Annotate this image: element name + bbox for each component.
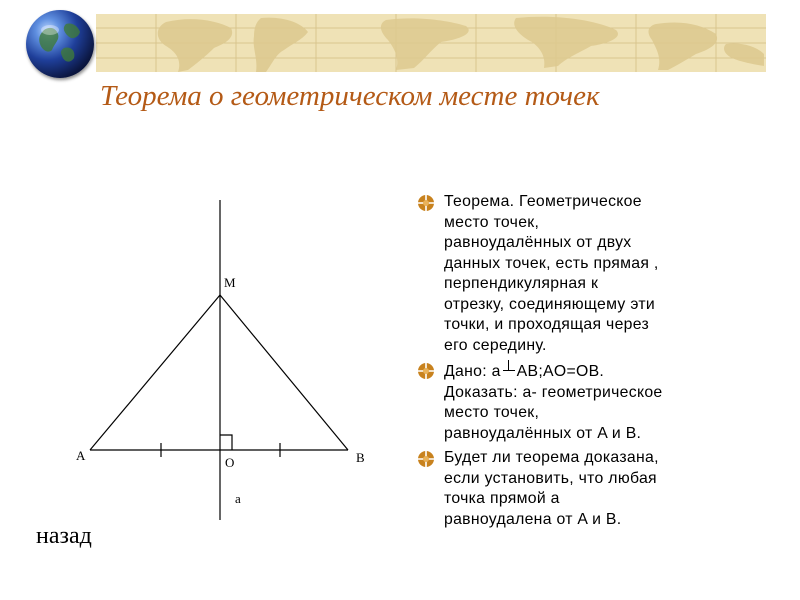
- perpendicular-symbol: [503, 360, 515, 372]
- geometry-figure: [70, 195, 390, 530]
- segment-MB: [220, 295, 348, 450]
- label-a: a: [235, 491, 241, 506]
- label-A: A: [76, 448, 86, 463]
- label-M: M: [224, 275, 236, 290]
- label-B: B: [356, 450, 365, 465]
- given-text-after: AB;AO=OB. Доказать: а- геометрическое место точек, равноудалённых от A и B.: [444, 363, 663, 442]
- theorem-bullets: [416, 192, 736, 534]
- bullet-text: Будет ли теорема доказана, если установить, что любая точка прямой а равноудалена от A и B.: [444, 449, 659, 528]
- bullet-sun-icon: [416, 193, 436, 213]
- back-link[interactable]: назад: [36, 523, 92, 549]
- bullet-sun-icon: [416, 361, 436, 381]
- list-item: [416, 192, 736, 356]
- right-angle-mark: [220, 435, 232, 450]
- globe-icon: [26, 10, 94, 78]
- bullet-sun-icon: [416, 449, 436, 469]
- bullet-text: [444, 360, 736, 444]
- world-map-banner: [96, 14, 766, 72]
- list-item: [416, 448, 736, 530]
- bullet-text: Теорема. Геометрическое место точек, равноудалённых от двух данных точек, есть прямая , перпендикулярная к отрезку, соединяющему эти точки, и проходящая через его середину.: [444, 193, 659, 354]
- list-item: [416, 360, 736, 444]
- label-O: O: [225, 455, 235, 470]
- segment-AM: [90, 295, 220, 450]
- slide-title: Теорема о геометрическом месте точек: [100, 80, 600, 112]
- given-text-before: Дано: a: [444, 363, 501, 380]
